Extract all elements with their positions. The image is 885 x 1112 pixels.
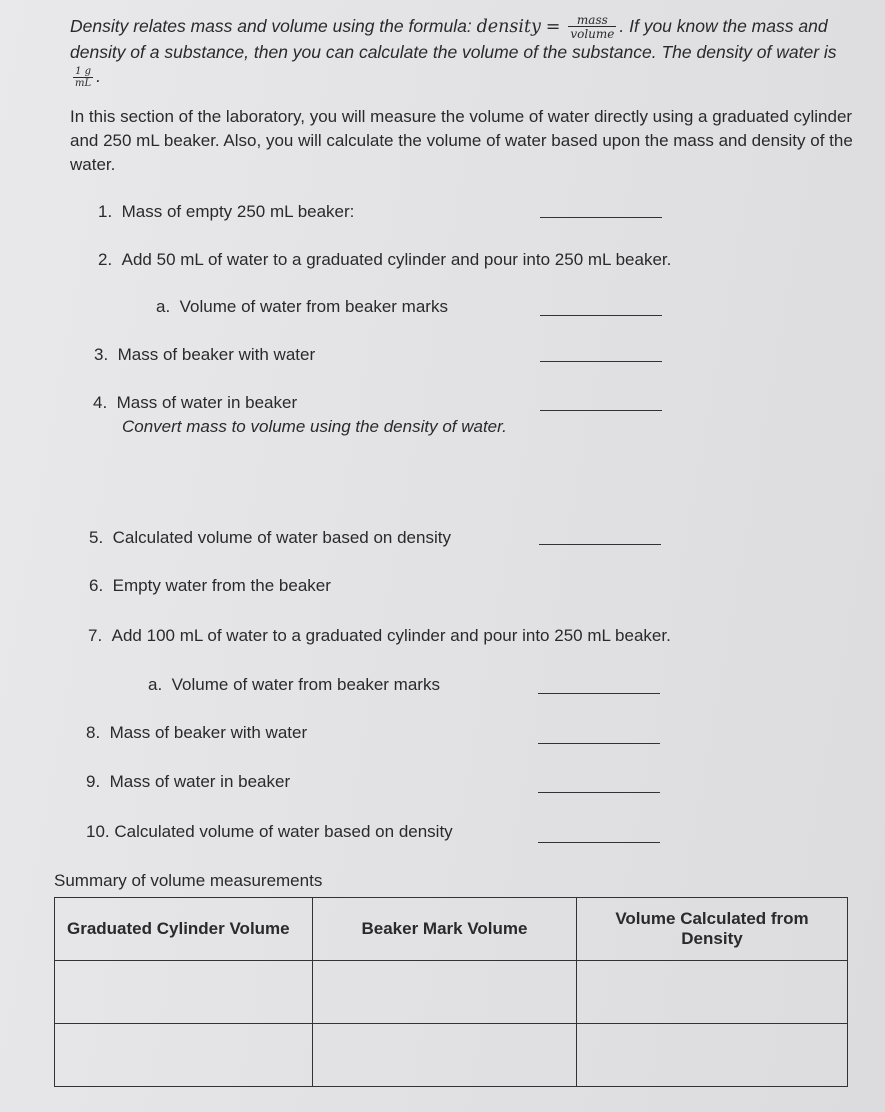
summary-title: Summary of volume measurements <box>54 871 323 890</box>
step-text: Mass of beaker with water <box>117 345 316 364</box>
step-text: Calculated volume of water based on density <box>112 528 451 547</box>
water-density-numerator: 1 g <box>73 67 93 78</box>
summary-cell[interactable] <box>313 961 577 1024</box>
answer-blank-step-7a[interactable] <box>538 693 660 694</box>
formula-denominator: volume <box>570 27 615 42</box>
step-text: Add 100 mL of water to a graduated cylinder and pour into 250 mL beaker. <box>111 626 671 645</box>
summary-header-row <box>55 898 848 961</box>
equals-sign: = <box>545 17 561 37</box>
intro-end: . <box>96 66 101 87</box>
answer-blank-step-5[interactable] <box>539 544 661 545</box>
step-text: Mass of empty 250 mL beaker: <box>121 202 355 221</box>
intro-lead: Density relates mass and volume using the formula: <box>70 16 477 36</box>
step-text: Mass of water in beaker <box>116 393 298 412</box>
step-number: 8. <box>86 723 101 742</box>
step-number: 1. <box>98 202 113 221</box>
step-number: a. <box>148 675 163 694</box>
answer-blank-step-2a[interactable] <box>540 315 662 316</box>
summary-cell[interactable] <box>577 1024 848 1087</box>
step-number: 5. <box>89 528 104 547</box>
step-number: 9. <box>86 772 101 791</box>
answer-blank-step-1[interactable] <box>540 217 662 218</box>
step-5 <box>89 528 451 548</box>
step-number: 3. <box>94 345 109 364</box>
formula-numerator: mass <box>568 14 616 27</box>
step-number: 4. <box>93 393 108 412</box>
density-formula-fraction <box>568 14 616 40</box>
answer-blank-step-3[interactable] <box>540 361 662 362</box>
step-7a <box>148 675 440 695</box>
step-text: Volume of water from beaker marks <box>171 675 440 694</box>
step-text: Add 50 mL of water to a graduated cylinder and pour into 250 mL beaker. <box>121 250 672 269</box>
step-text: Mass of beaker with water <box>109 723 308 742</box>
summary-row <box>55 961 848 1024</box>
answer-blank-step-10[interactable] <box>538 842 660 843</box>
step-10 <box>86 822 453 842</box>
density-word: density <box>476 17 541 37</box>
step-number: 7. <box>88 626 103 645</box>
convert-note: Convert mass to volume using the density of water. <box>122 417 507 436</box>
summary-cell[interactable] <box>313 1024 577 1087</box>
step-8 <box>86 723 307 743</box>
summary-cell[interactable] <box>577 961 848 1024</box>
step-9 <box>86 772 290 792</box>
answer-blank-step-4[interactable] <box>540 410 662 411</box>
section-paragraph: In this section of the laboratory, you will measure the volume of water directly using a graduated cylinder and 250 mL beaker. Also, you will calculate the volume of water based upon the mass and density of the water. <box>70 107 853 174</box>
header-volume-calculated-from-density: Volume Calculated from Density <box>577 898 848 961</box>
step-text: Calculated volume of water based on density <box>114 822 453 841</box>
summary-cell[interactable] <box>55 1024 313 1087</box>
summary-cell[interactable] <box>55 961 313 1024</box>
summary-table <box>54 897 848 1087</box>
step-number: 6. <box>89 576 104 595</box>
step-text: Empty water from the beaker <box>112 576 331 595</box>
step-7 <box>88 626 671 646</box>
water-density-fraction <box>73 67 93 89</box>
step-2 <box>98 250 671 270</box>
header-graduated-cylinder-volume: Graduated Cylinder Volume <box>55 898 313 961</box>
step-text: Mass of water in beaker <box>109 772 291 791</box>
step-number: 10. <box>86 822 110 841</box>
step-3 <box>94 345 315 365</box>
intro-paragraph <box>70 14 860 89</box>
step-number: 2. <box>98 250 113 269</box>
water-density-denominator: mL <box>75 77 92 89</box>
step-1 <box>98 202 354 222</box>
answer-blank-step-8[interactable] <box>538 743 660 744</box>
intro-after-formula: . If you know the mass and density of a substance, then you can calculate the volume of the substance. The density of water is <box>70 16 837 63</box>
step-text: Volume of water from beaker marks <box>179 297 448 316</box>
summary-row <box>55 1024 848 1087</box>
step-number: a. <box>156 297 171 316</box>
step-6 <box>89 576 331 596</box>
step-4 <box>93 393 297 413</box>
step-2a <box>156 297 448 317</box>
header-beaker-mark-volume: Beaker Mark Volume <box>313 898 577 961</box>
answer-blank-step-9[interactable] <box>538 792 660 793</box>
